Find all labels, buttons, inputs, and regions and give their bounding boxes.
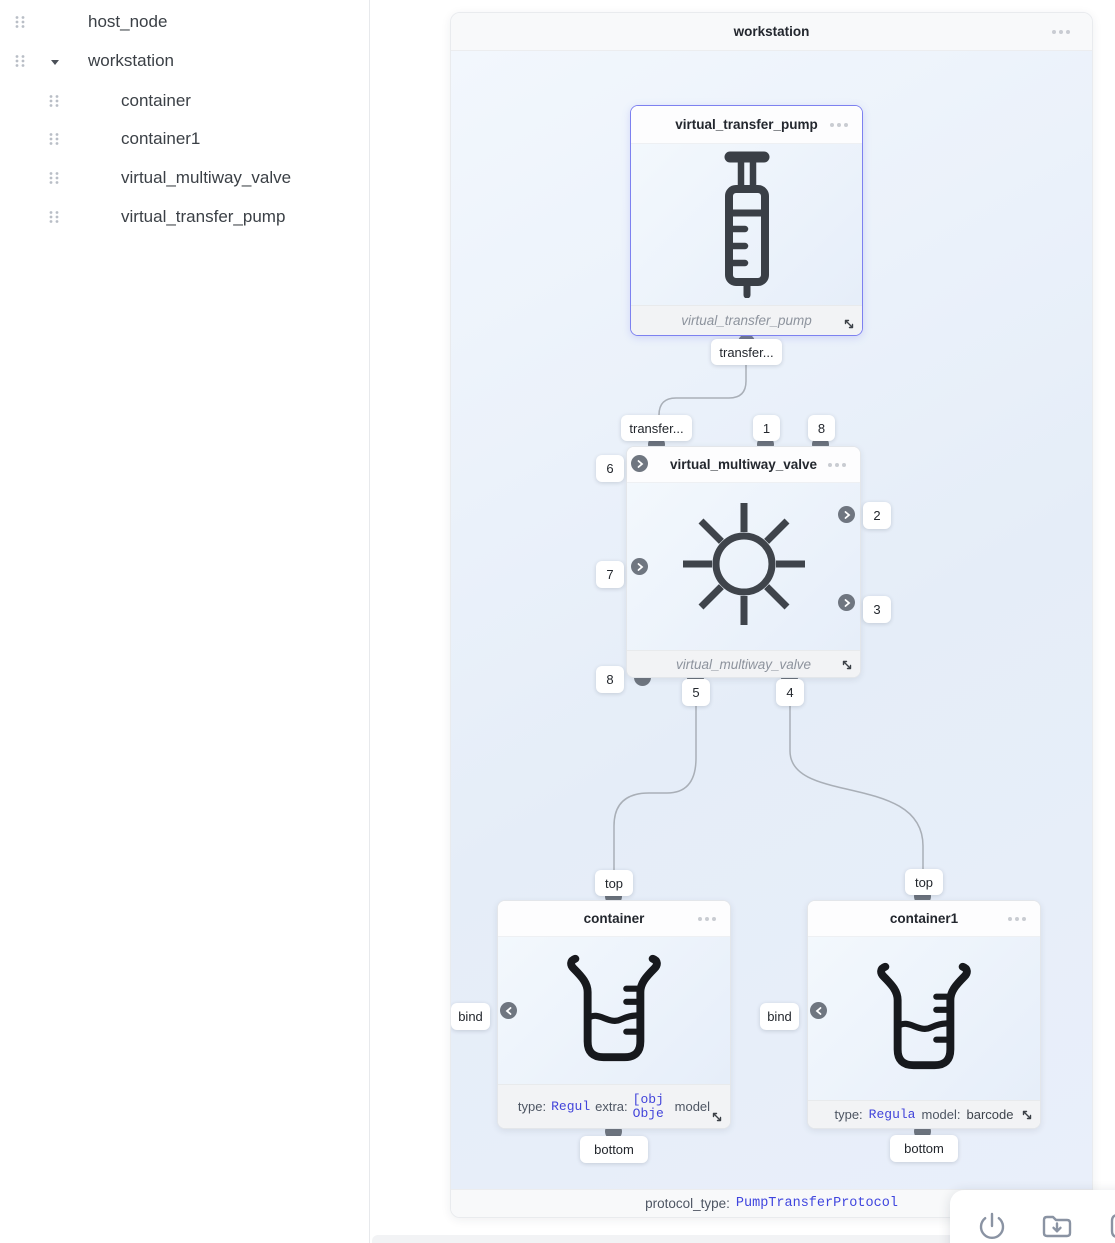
prop-label-type: type: (834, 1107, 863, 1122)
beaker-icon (561, 950, 667, 1071)
node-title: virtual_transfer_pump (675, 117, 818, 132)
drag-handle-icon[interactable] (48, 210, 60, 224)
prop-value-type: Regula (868, 1107, 916, 1122)
node-title: container1 (889, 911, 959, 926)
drag-handle-icon[interactable] (14, 54, 26, 68)
prop-value-type: Regul (551, 1099, 591, 1114)
ellipsis-icon[interactable] (828, 463, 846, 467)
port-label-container-bind: bind (451, 1003, 490, 1030)
prop-label-extra: extra: (595, 1099, 628, 1114)
port-label-valve-3: 3 (863, 596, 891, 623)
port-label-valve-7: 7 (596, 561, 624, 588)
drag-handle-icon[interactable] (48, 94, 60, 108)
port-label-valve-6: 6 (596, 455, 624, 482)
port-dot-valve-6[interactable] (631, 455, 648, 472)
workstation-title: workstation (733, 24, 810, 39)
node-container[interactable] (497, 900, 731, 1129)
protocol-type-label: protocol_type: (645, 1196, 730, 1211)
protocol-type-value: PumpTransferProtocol (735, 1196, 898, 1211)
sidebar (0, 0, 370, 1243)
node-footer (498, 1084, 730, 1128)
resize-icon[interactable] (841, 658, 853, 670)
node-header[interactable] (808, 901, 1040, 937)
node-container1[interactable] (807, 900, 1041, 1129)
valve-icon (677, 497, 811, 636)
node-body (631, 144, 862, 305)
port-label-container1-bottom: bottom (890, 1135, 958, 1162)
edge-valve5-to-container-top[interactable] (614, 675, 696, 897)
node-caption: virtual_transfer_pump (681, 313, 812, 328)
port-dot-valve-7[interactable] (631, 558, 648, 575)
port-dot-container-bind[interactable] (500, 1002, 517, 1019)
sidebar-item-label: virtual_multiway_valve (121, 168, 292, 187)
node-footer (627, 650, 860, 677)
beaker-icon (871, 958, 977, 1079)
sidebar-item-workstation[interactable] (0, 48, 369, 74)
port-label-pump-transfer: transfer... (711, 339, 782, 365)
sidebar-item-container1[interactable] (0, 126, 369, 152)
port-label-container-top: top (595, 870, 633, 896)
prop-value-model: barcode (966, 1107, 1014, 1122)
sidebar-item-container[interactable] (0, 88, 369, 114)
sidebar-item-label: container (121, 91, 191, 110)
drag-handle-icon[interactable] (14, 15, 26, 29)
port-label-container1-bind: bind (760, 1003, 799, 1030)
floating-toolbar (950, 1190, 1115, 1243)
prop-value-extra: [obj Obje (632, 1091, 664, 1121)
drag-handle-icon[interactable] (48, 132, 60, 146)
port-dot-valve-3[interactable] (838, 594, 855, 611)
prop-label-model: model: (921, 1107, 961, 1122)
node-virtual-multiway-valve[interactable] (626, 446, 861, 678)
port-label-valve-transfer: transfer... (621, 415, 692, 441)
edge-valve4-to-container1-top[interactable] (790, 675, 923, 897)
node-header[interactable] (627, 447, 860, 483)
port-label-valve-4: 4 (776, 679, 804, 706)
port-label-container1-top: top (905, 869, 943, 895)
node-title: virtual_multiway_valve (669, 457, 818, 472)
ellipsis-icon[interactable] (698, 917, 716, 921)
node-footer (808, 1100, 1040, 1128)
resize-icon[interactable] (1021, 1108, 1033, 1120)
port-label-valve-1: 1 (753, 415, 780, 441)
drag-handle-icon[interactable] (48, 171, 60, 185)
port-label-valve-8-left: 8 (596, 666, 624, 693)
folder-download-icon[interactable] (1039, 1208, 1075, 1243)
node-body (808, 937, 1040, 1100)
ellipsis-icon[interactable] (830, 123, 848, 127)
resize-icon[interactable] (711, 1110, 723, 1122)
node-caption: virtual_multiway_valve (675, 656, 812, 672)
prop-label-model: model (674, 1099, 711, 1114)
port-dot-valve-2[interactable] (838, 506, 855, 523)
node-title: container (583, 911, 645, 926)
port-dot-container1-bind[interactable] (810, 1002, 827, 1019)
syringe-icon (692, 146, 802, 303)
resize-icon[interactable] (843, 317, 855, 329)
power-icon[interactable] (974, 1208, 1010, 1243)
partial-icon[interactable] (1104, 1208, 1115, 1243)
sidebar-item-host-node[interactable] (0, 9, 369, 35)
node-body (627, 483, 860, 650)
prop-label-type: type: (517, 1099, 547, 1114)
sidebar-item-label: host_node (88, 12, 168, 31)
workstation-panel[interactable] (450, 12, 1093, 1218)
node-footer (631, 305, 862, 335)
node-header[interactable] (631, 106, 862, 144)
sidebar-item-virtual-multiway-valve[interactable] (0, 165, 369, 191)
node-body (498, 937, 730, 1084)
port-label-valve-2: 2 (863, 502, 891, 529)
ellipsis-icon[interactable] (1008, 917, 1026, 921)
sidebar-item-label: workstation (88, 51, 174, 70)
port-label-valve-8-top: 8 (808, 415, 835, 441)
sidebar-item-virtual-transfer-pump[interactable] (0, 204, 369, 230)
node-header[interactable] (498, 901, 730, 937)
port-label-container-bottom: bottom (580, 1136, 648, 1163)
caret-down-icon[interactable] (48, 55, 62, 69)
sidebar-item-label: virtual_transfer_pump (121, 207, 286, 226)
sidebar-item-label: container1 (121, 129, 201, 148)
port-label-valve-5: 5 (682, 679, 710, 706)
node-virtual-transfer-pump[interactable] (630, 105, 863, 336)
